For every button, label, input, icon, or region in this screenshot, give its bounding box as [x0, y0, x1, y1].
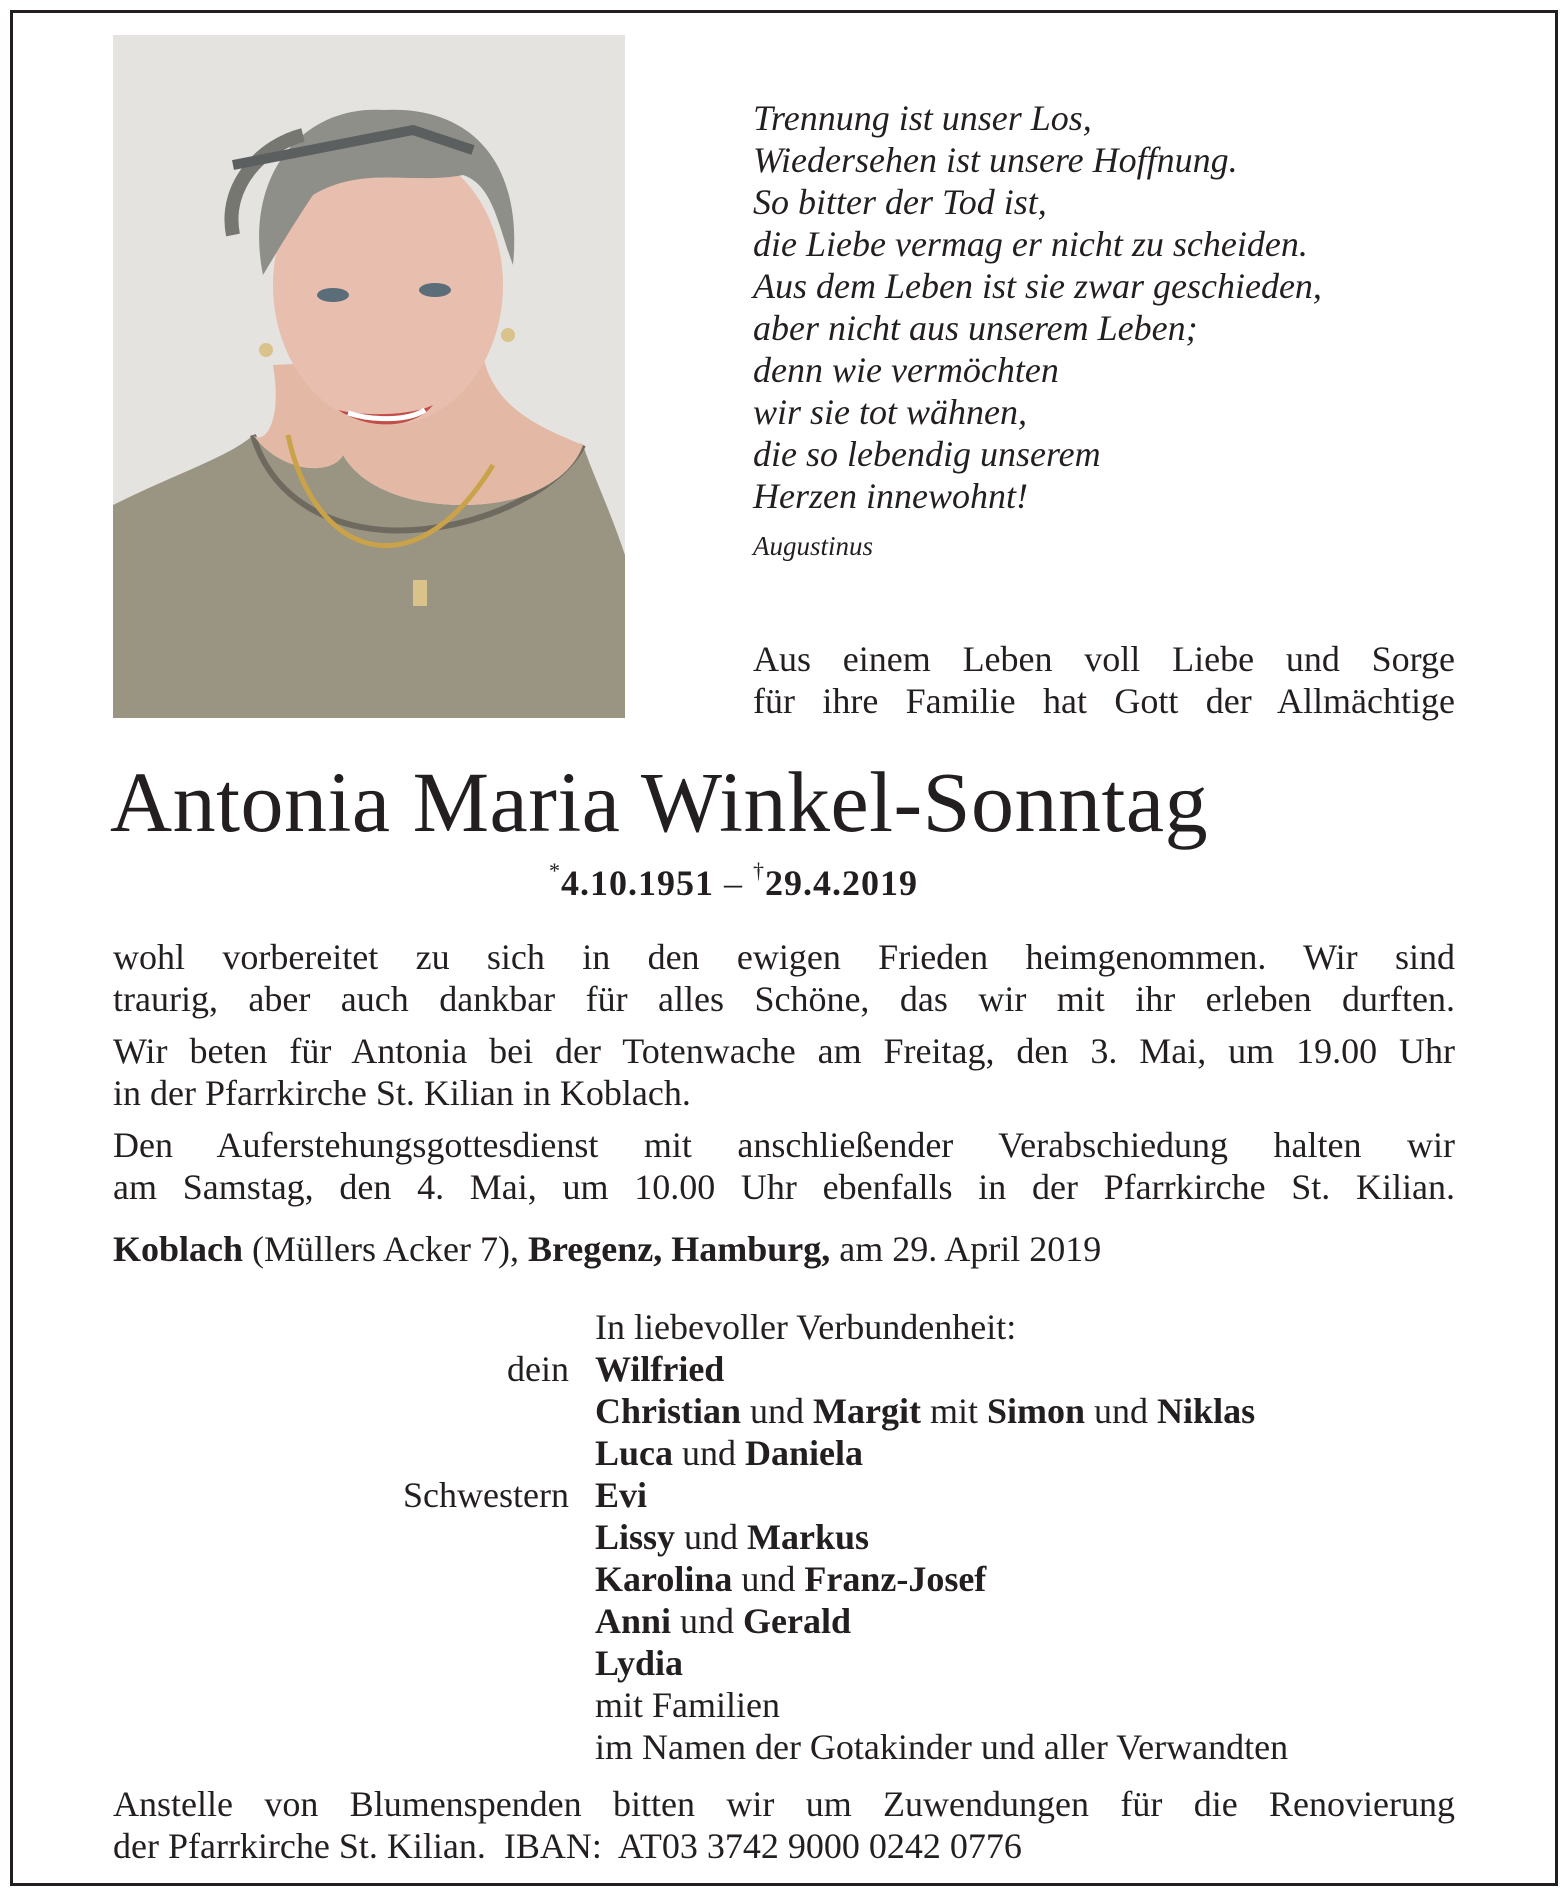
family-conjunction: und [671, 1601, 744, 1641]
family-list [113, 1306, 1513, 1768]
poem-author: Augustinus [753, 531, 874, 561]
family-name: Markus [747, 1517, 870, 1557]
family-label [113, 1390, 595, 1432]
family-name: Lydia [595, 1643, 684, 1683]
family-row [113, 1390, 1513, 1432]
intro-line: Aus einem Leben voll Liebe und Sorge [753, 639, 1455, 679]
family-name: Margit [813, 1391, 921, 1431]
portrait-photo [113, 35, 625, 718]
family-name: Karolina [595, 1559, 733, 1599]
donation-note [113, 1783, 1455, 1867]
family-conjunction: und [741, 1391, 814, 1431]
intro-line: für ihre Familie hat Gott der Allmächtige [753, 681, 1455, 721]
family-name: Gerald [743, 1601, 852, 1641]
family-names [595, 1474, 1513, 1516]
family-name: Wilfried [595, 1349, 725, 1389]
poem-line: aber nicht aus unserem Leben; [753, 308, 1198, 348]
poem-line: Wiedersehen ist unsere Hoffnung. [753, 140, 1238, 180]
family-row [113, 1684, 1513, 1726]
poem-line: die Liebe vermag er nicht zu scheiden. [753, 224, 1308, 264]
family-name: Lissy [595, 1517, 676, 1557]
family-name: Franz-Josef [804, 1559, 987, 1599]
place-bregenz-hamburg: Bregenz, Hamburg, [527, 1229, 831, 1269]
family-name: Niklas [1157, 1391, 1256, 1431]
family-label [113, 1684, 595, 1726]
family-label [113, 1726, 595, 1768]
poem-line: Aus dem Leben ist sie zwar geschieden, [753, 266, 1322, 306]
notice-date: am 29. April 2019 [830, 1229, 1102, 1269]
family-names [595, 1432, 1513, 1474]
family-label [113, 1432, 595, 1474]
family-names [595, 1558, 1513, 1600]
family-label [113, 1558, 595, 1600]
family-text: im Namen der Gotakinder und aller Verwandten [595, 1727, 1289, 1767]
family-name: Evi [595, 1475, 648, 1515]
family-name: Luca [595, 1433, 674, 1473]
poem-line: wir sie tot wähnen, [753, 392, 1028, 432]
family-row [113, 1306, 1513, 1348]
family-names [595, 1600, 1513, 1642]
family-label-sisters: Schwestern [403, 1475, 569, 1515]
family-text: mit Familien [595, 1685, 780, 1725]
deceased-name: Antonia Maria Winkel-Sonntag [110, 754, 1209, 850]
death-date: 29.4.2019 [765, 863, 918, 903]
poem [753, 97, 1473, 517]
family-row [113, 1474, 1513, 1516]
place-koblach: Koblach [113, 1229, 244, 1269]
family-row [113, 1642, 1513, 1684]
place-date-line [113, 1228, 1455, 1270]
poem-line: So bitter der Tod ist, [753, 182, 1047, 222]
family-row [113, 1516, 1513, 1558]
family-row [113, 1348, 1513, 1390]
place-date-text [113, 1228, 1455, 1270]
paragraph-line: traurig, aber auch dankbar für alles Schöne, das wir mit ihr erleben durften. [113, 979, 1455, 1019]
date-dash: – [724, 863, 743, 903]
family-row [113, 1558, 1513, 1600]
paragraph-3 [113, 1124, 1455, 1208]
family-row [113, 1726, 1513, 1768]
poem-line: denn wie vermöchten [753, 350, 1059, 390]
family-conjunction: und [673, 1433, 746, 1473]
paragraph-line: Den Auferstehungsgottesdienst mit anschließender Verabschiedung halten wir [113, 1125, 1455, 1165]
family-names [595, 1348, 1513, 1390]
family-name: Simon [987, 1391, 1086, 1431]
address: (Müllers Acker 7), [243, 1229, 528, 1269]
family-names [595, 1516, 1513, 1558]
death-symbol: † [753, 858, 765, 883]
family-name: Anni [595, 1601, 672, 1641]
paragraph-line: am Samstag, den 4. Mai, um 10.00 Uhr ebenfalls in der Pfarrkirche St. Kilian. [113, 1167, 1455, 1207]
paragraph-line: wohl vorbereitet zu sich in den ewigen Frieden heimgenommen. Wir sind [113, 937, 1455, 977]
family-names [595, 1390, 1513, 1432]
family-label-dein: dein [507, 1349, 569, 1389]
family-label [113, 1642, 595, 1684]
intro-text [753, 638, 1455, 722]
family-label [113, 1600, 595, 1642]
poem-line: Herzen innewohnt! [753, 476, 1028, 516]
family-name: Daniela [745, 1433, 864, 1473]
family-conjunction: und [675, 1517, 748, 1557]
family-conjunction: und [1085, 1391, 1158, 1431]
family-name: Christian [595, 1391, 742, 1431]
paragraph-line: in der Pfarrkirche St. Kilian in Koblach. [113, 1073, 691, 1113]
family-row [113, 1432, 1513, 1474]
donation-line: der Pfarrkirche St. Kilian. IBAN: AT03 3742 9000 0242 0776 [113, 1826, 1022, 1866]
poem-line: die so lebendig unserem [753, 434, 1101, 474]
birth-date: 4.10.1951 [561, 863, 714, 903]
family-row [113, 1600, 1513, 1642]
family-label [113, 1516, 595, 1558]
paragraph-2 [113, 1030, 1455, 1114]
donation-line: Anstelle von Blumenspenden bitten wir um Zuwendungen für die Renovierung [113, 1784, 1455, 1824]
family-conjunction: und [732, 1559, 805, 1599]
family-names [595, 1642, 1513, 1684]
poem-line: Trennung ist unser Los, [753, 98, 1092, 138]
life-dates [549, 858, 918, 904]
family-label [113, 1306, 595, 1348]
paragraph-1 [113, 936, 1455, 1020]
paragraph-line: Wir beten für Antonia bei der Totenwache am Freitag, den 3. Mai, um 19.00 Uhr [113, 1031, 1455, 1071]
birth-symbol: * [549, 858, 561, 883]
family-conjunction: mit [920, 1391, 987, 1431]
family-heading: In liebevoller Verbundenheit: [595, 1307, 1017, 1347]
